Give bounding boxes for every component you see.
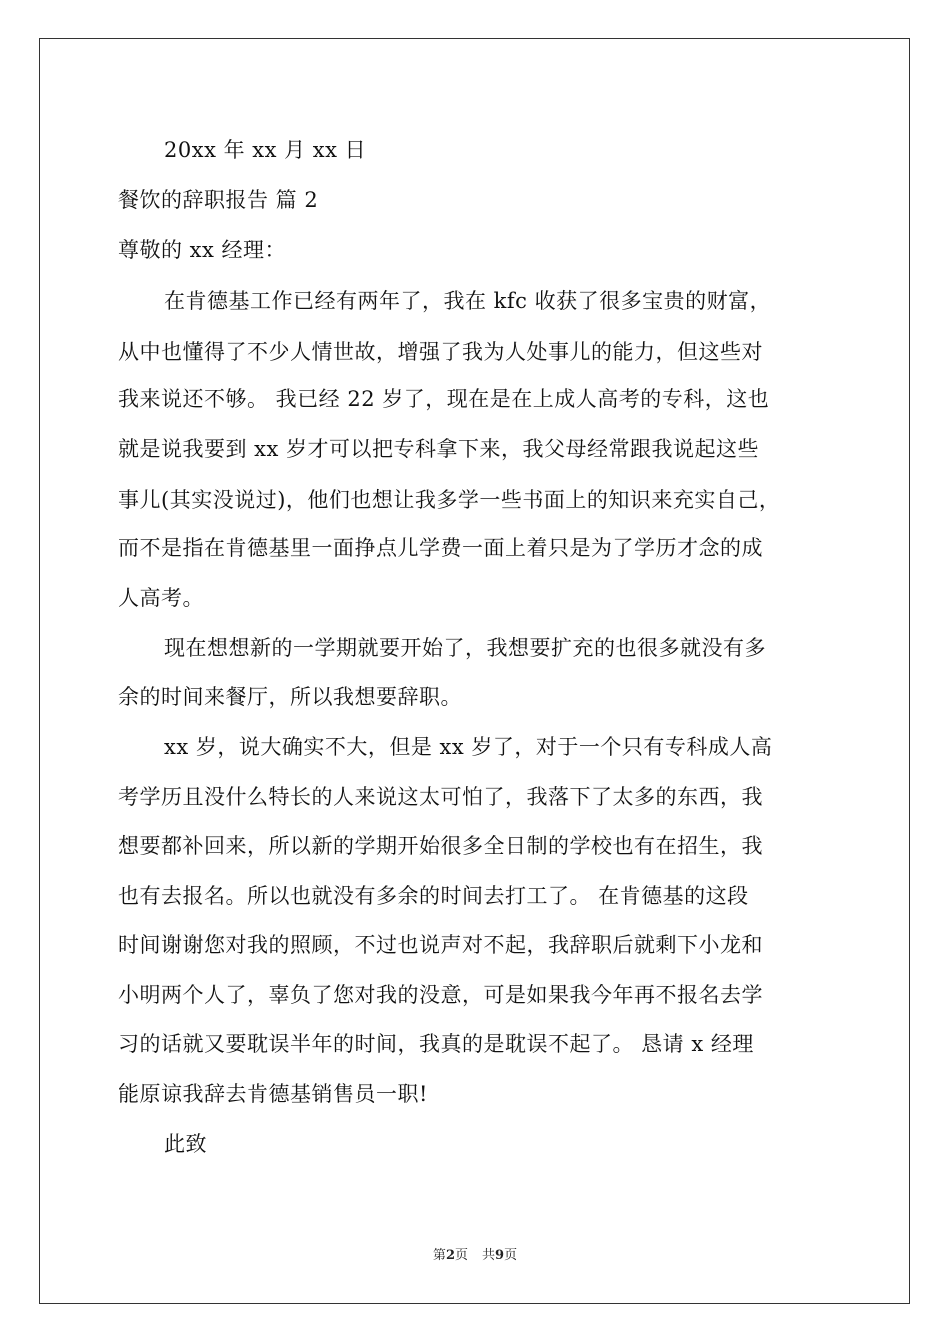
body-line: 考学历且没什么特长的人来说这太可怕了，我落下了太多的东西，我	[118, 785, 763, 809]
salutation: 尊敬的 xx 经理：	[118, 238, 287, 262]
body-line: 余的时间来餐厅，所以我想要辞职。	[118, 685, 462, 709]
body-line: 习的话就又要耽误半年的时间，我真的是耽误不起了。 恳请 x 经理	[118, 1032, 754, 1056]
closing: 此致	[164, 1132, 207, 1156]
body-line: 人高考。	[118, 586, 204, 610]
body-line: 从中也懂得了不少人情世故，增强了我为人处事儿的能力，但这些对	[118, 340, 763, 364]
body-line: 时间谢谢您对我的照顾，不过也说声对不起，我辞职后就剩下小龙和	[118, 933, 763, 957]
body-line: xx 岁，说大确实不大，但是 xx 岁了，对于一个只有专科成人高	[164, 735, 773, 759]
body-line: 想要都补回来，所以新的学期开始很多全日制的学校也有在招生，我	[118, 834, 763, 858]
body-line: 就是说我要到 xx 岁才可以把专科拿下来，我父母经常跟我说起这些	[118, 437, 760, 461]
page-border	[39, 38, 910, 1304]
body-line: 现在想想新的一学期就要开始了，我想要扩充的也很多就没有多	[164, 636, 766, 660]
section-title: 餐饮的辞职报告 篇 2	[118, 188, 319, 212]
total-prefix: 共	[482, 1248, 496, 1263]
total-suffix: 页	[504, 1248, 518, 1263]
body-line: 在肯德基工作已经有两年了，我在 kfc 收获了很多宝贵的财富，	[164, 289, 772, 313]
page-prefix: 第	[432, 1248, 446, 1263]
page-suffix: 页	[454, 1248, 468, 1263]
page-footer	[0, 1247, 950, 1265]
body-line: 事儿(其实没说过)，他们也想让我多学一些书面上的知识来充实自己，	[118, 488, 781, 512]
page-number: 2	[445, 1248, 455, 1263]
body-line: 而不是指在肯德基里一面挣点儿学费一面上着只是为了学历才念的成	[118, 536, 763, 560]
body-line: 我来说还不够。 我已经 22 岁了，现在是在上成人高考的专科，这也	[118, 387, 770, 411]
body-line: 小明两个人了，辜负了您对我的没意，可是如果我今年再不报名去学	[118, 983, 763, 1007]
body-line: 也有去报名。所以也就没有多余的时间去打工了。 在肯德基的这段	[118, 884, 749, 908]
body-line: 能原谅我辞去肯德基销售员一职!	[118, 1082, 428, 1106]
total-pages: 9	[495, 1248, 505, 1263]
date-line: 20xx 年 xx 月 xx 日	[164, 138, 367, 162]
